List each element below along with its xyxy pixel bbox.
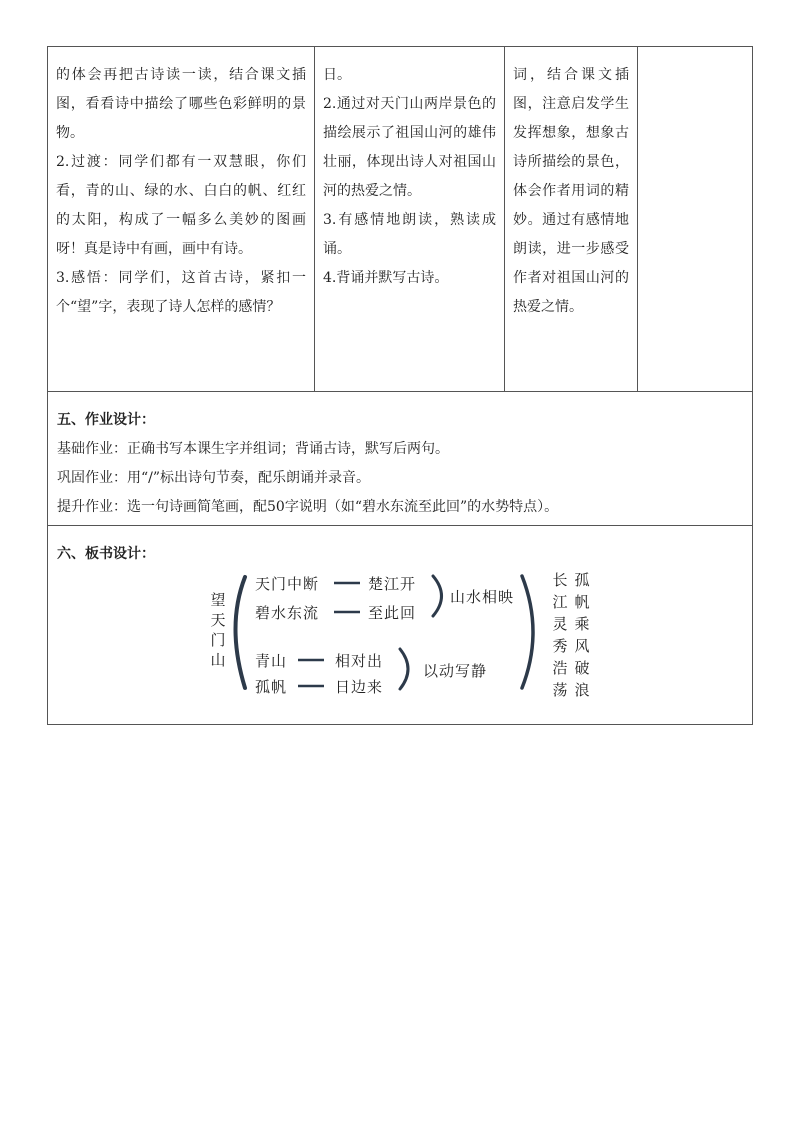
pair-left-text: 孤帆 <box>255 678 288 696</box>
intent-paragraph: 词，结合课文插图，注意启发学生发挥想象，想象古诗所描绘的景色，体会作者用词的精妙。通过有感情地朗读，进一步感受作者对祖国山河的热爱之情。 <box>513 67 629 315</box>
board-design-row <box>48 526 752 724</box>
group-label: 以动写静 <box>423 662 488 680</box>
teaching-activity-cell <box>48 47 315 391</box>
activity-paragraph: 2.过渡：同学们都有一双慧眼，你们看，青的山、绿的水、白白的帆、红红的太阳，构成了一幅多么美妙的图画呀！真是诗中有画，画中有诗。 <box>56 154 306 257</box>
board-diagram <box>48 526 752 724</box>
board-heading: 六、板书设计： <box>57 546 155 562</box>
goal-paragraph: 2.通过对天门山两岸景色的描绘展示了祖国山河的雄伟壮丽，体现出诗人对祖国山河的热爱之情。 <box>323 96 496 199</box>
activity-paragraph: 3.感悟：同学们，这首古诗，紧扣一个“望”字，表现了诗人怎样的感情？ <box>56 270 306 315</box>
group-bracket <box>433 576 442 616</box>
pair-left-text: 碧水东流 <box>255 604 320 622</box>
homework-row <box>48 392 752 526</box>
teaching-process-row <box>48 47 752 392</box>
learning-goal-cell <box>315 47 505 391</box>
pair-left-text: 青山 <box>255 652 288 670</box>
group-bracket <box>400 649 408 689</box>
pair-right-text: 日边来 <box>335 678 384 696</box>
homework-line: 巩固作业：用“/”标出诗句节奏，配乐朗诵并录音。 <box>57 470 371 486</box>
design-intent-cell <box>505 47 638 391</box>
outer-bracket-right <box>522 576 533 688</box>
group-label: 山水相映 <box>450 588 515 606</box>
goal-paragraph: 4.背诵并默写古诗。 <box>323 270 449 286</box>
pair-right-text: 相对出 <box>335 652 384 670</box>
homework-line: 基础作业：正确书写本课生字并组词；背诵古诗，默写后两句。 <box>57 441 449 457</box>
outer-bracket-left <box>236 577 246 688</box>
empty-cell <box>638 47 752 391</box>
summary-column: 孤帆乘风破浪 <box>574 571 590 699</box>
pair-left-text: 天门中断 <box>255 575 320 593</box>
poem-title-vertical: 望天门山 <box>210 591 226 669</box>
summary-column: 长江灵秀浩荡 <box>552 571 568 699</box>
board-lines <box>48 526 752 724</box>
homework-line: 提升作业：选一句诗画简笔画，配50字说明（如“碧水东流至此回”的水势特点）。 <box>57 499 559 515</box>
goal-paragraph: 3.有感情地朗读，熟读成诵。 <box>323 212 496 257</box>
activity-paragraph: 的体会再把古诗读一读，结合课文插图，看看诗中描绘了哪些色彩鲜明的景物。 <box>56 67 306 141</box>
homework-heading: 五、作业设计： <box>57 412 155 428</box>
goal-paragraph: 日。 <box>323 67 351 83</box>
lesson-plan-table <box>47 46 753 725</box>
pair-right-text: 至此回 <box>368 604 417 622</box>
pair-right-text: 楚江开 <box>368 575 417 593</box>
